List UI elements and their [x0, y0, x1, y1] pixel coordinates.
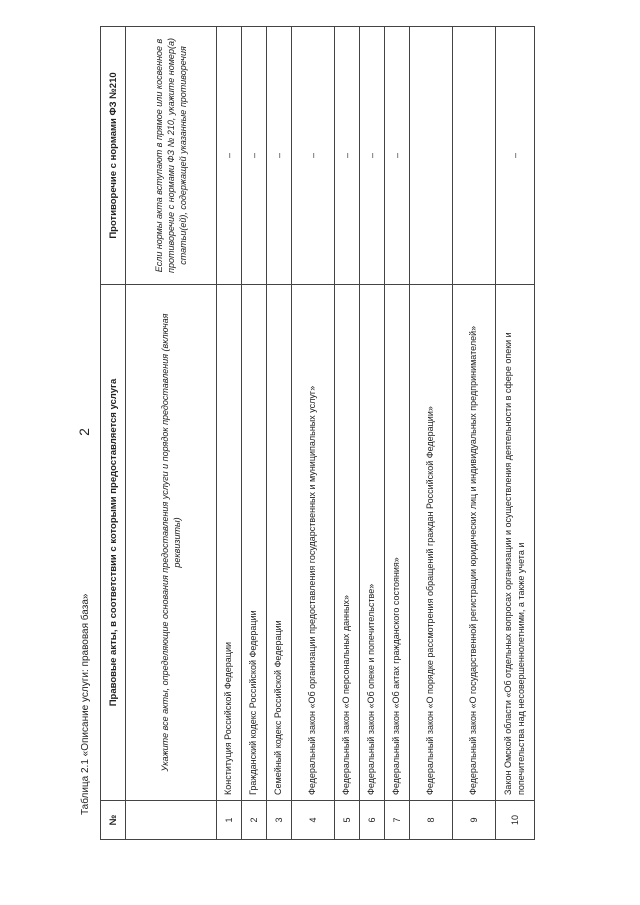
- row-legal-act: Федеральный закон «Об опеке и попечительстве»: [360, 285, 385, 801]
- row-contradiction: –: [292, 27, 335, 285]
- hint-num-cell: [126, 801, 217, 840]
- row-legal-act: Федеральный закон «О порядке рассмотрения обращений граждан Российской Федерации»: [410, 285, 453, 801]
- table-row: [217, 27, 242, 840]
- row-contradiction: [410, 27, 453, 285]
- legal-basis-table: [100, 26, 535, 840]
- table-row: [410, 27, 453, 840]
- table-row: [335, 27, 360, 840]
- hint-legal-acts: Укажите все акты, определяющие основания предоставления услуги и порядок предоставления (включая реквизиты): [126, 285, 217, 801]
- row-num: 6: [360, 801, 385, 840]
- row-legal-act: Федеральный закон «О персональных данных»: [335, 285, 360, 801]
- table-row: [496, 27, 535, 840]
- table-row: [385, 27, 410, 840]
- row-contradiction: [453, 27, 496, 285]
- row-legal-act: Федеральный закон «О государственной регистрации юридических лиц и индивидуальных предпринимателей»: [453, 285, 496, 801]
- row-contradiction: –: [496, 27, 535, 285]
- row-legal-act: Семейный кодекс Российской Федерации: [267, 285, 292, 801]
- row-contradiction: –: [335, 27, 360, 285]
- row-legal-act: Гражданский кодекс Российской Федерации: [242, 285, 267, 801]
- row-num: 9: [453, 801, 496, 840]
- page-number: 2: [76, 428, 92, 436]
- row-num: 3: [267, 801, 292, 840]
- rotated-page-content: [40, 38, 560, 840]
- row-contradiction: –: [360, 27, 385, 285]
- row-num: 7: [385, 801, 410, 840]
- hint-contradiction: Если нормы акта вступают в прямое или косвенное в противоречие с нормами ФЗ № 210, укажите номер(а) статьи(ей), содержащей указанные противоречия: [126, 27, 217, 285]
- table-row: [360, 27, 385, 840]
- table-row: [267, 27, 292, 840]
- row-num: 2: [242, 801, 267, 840]
- header-num: №: [101, 801, 126, 840]
- table-row: [453, 27, 496, 840]
- row-num: 8: [410, 801, 453, 840]
- row-num: 5: [335, 801, 360, 840]
- row-contradiction: –: [267, 27, 292, 285]
- header-legal-acts: Правовые акты, в соответствии с которыми предоставляется услуга: [101, 285, 126, 801]
- table-header-row: [101, 27, 126, 840]
- table-hint-row: [126, 27, 217, 840]
- row-num: 4: [292, 801, 335, 840]
- header-contradiction: Противоречие с нормами ФЗ №210: [101, 27, 126, 285]
- row-legal-act: Федеральный закон «Об организации предоставления государственных и муниципальных услуг»: [292, 285, 335, 801]
- row-legal-act: Закон Омской области «Об отдельных вопросах организации и осуществления деятельности в сфере опеки и попечительства над несовершеннолетними, а также учета и: [496, 285, 535, 801]
- table-row: [292, 27, 335, 840]
- table-row: [242, 27, 267, 840]
- row-num: 1: [217, 801, 242, 840]
- row-contradiction: –: [217, 27, 242, 285]
- row-num: 10: [496, 801, 535, 840]
- row-legal-act: Федеральный закон «Об актах гражданского состояния»: [385, 285, 410, 801]
- row-contradiction: –: [242, 27, 267, 285]
- row-legal-act: Конституция Российской Федерации: [217, 285, 242, 801]
- row-contradiction: –: [385, 27, 410, 285]
- table-caption: Таблица 2.1 «Описание услуги: правовая база»: [80, 593, 91, 815]
